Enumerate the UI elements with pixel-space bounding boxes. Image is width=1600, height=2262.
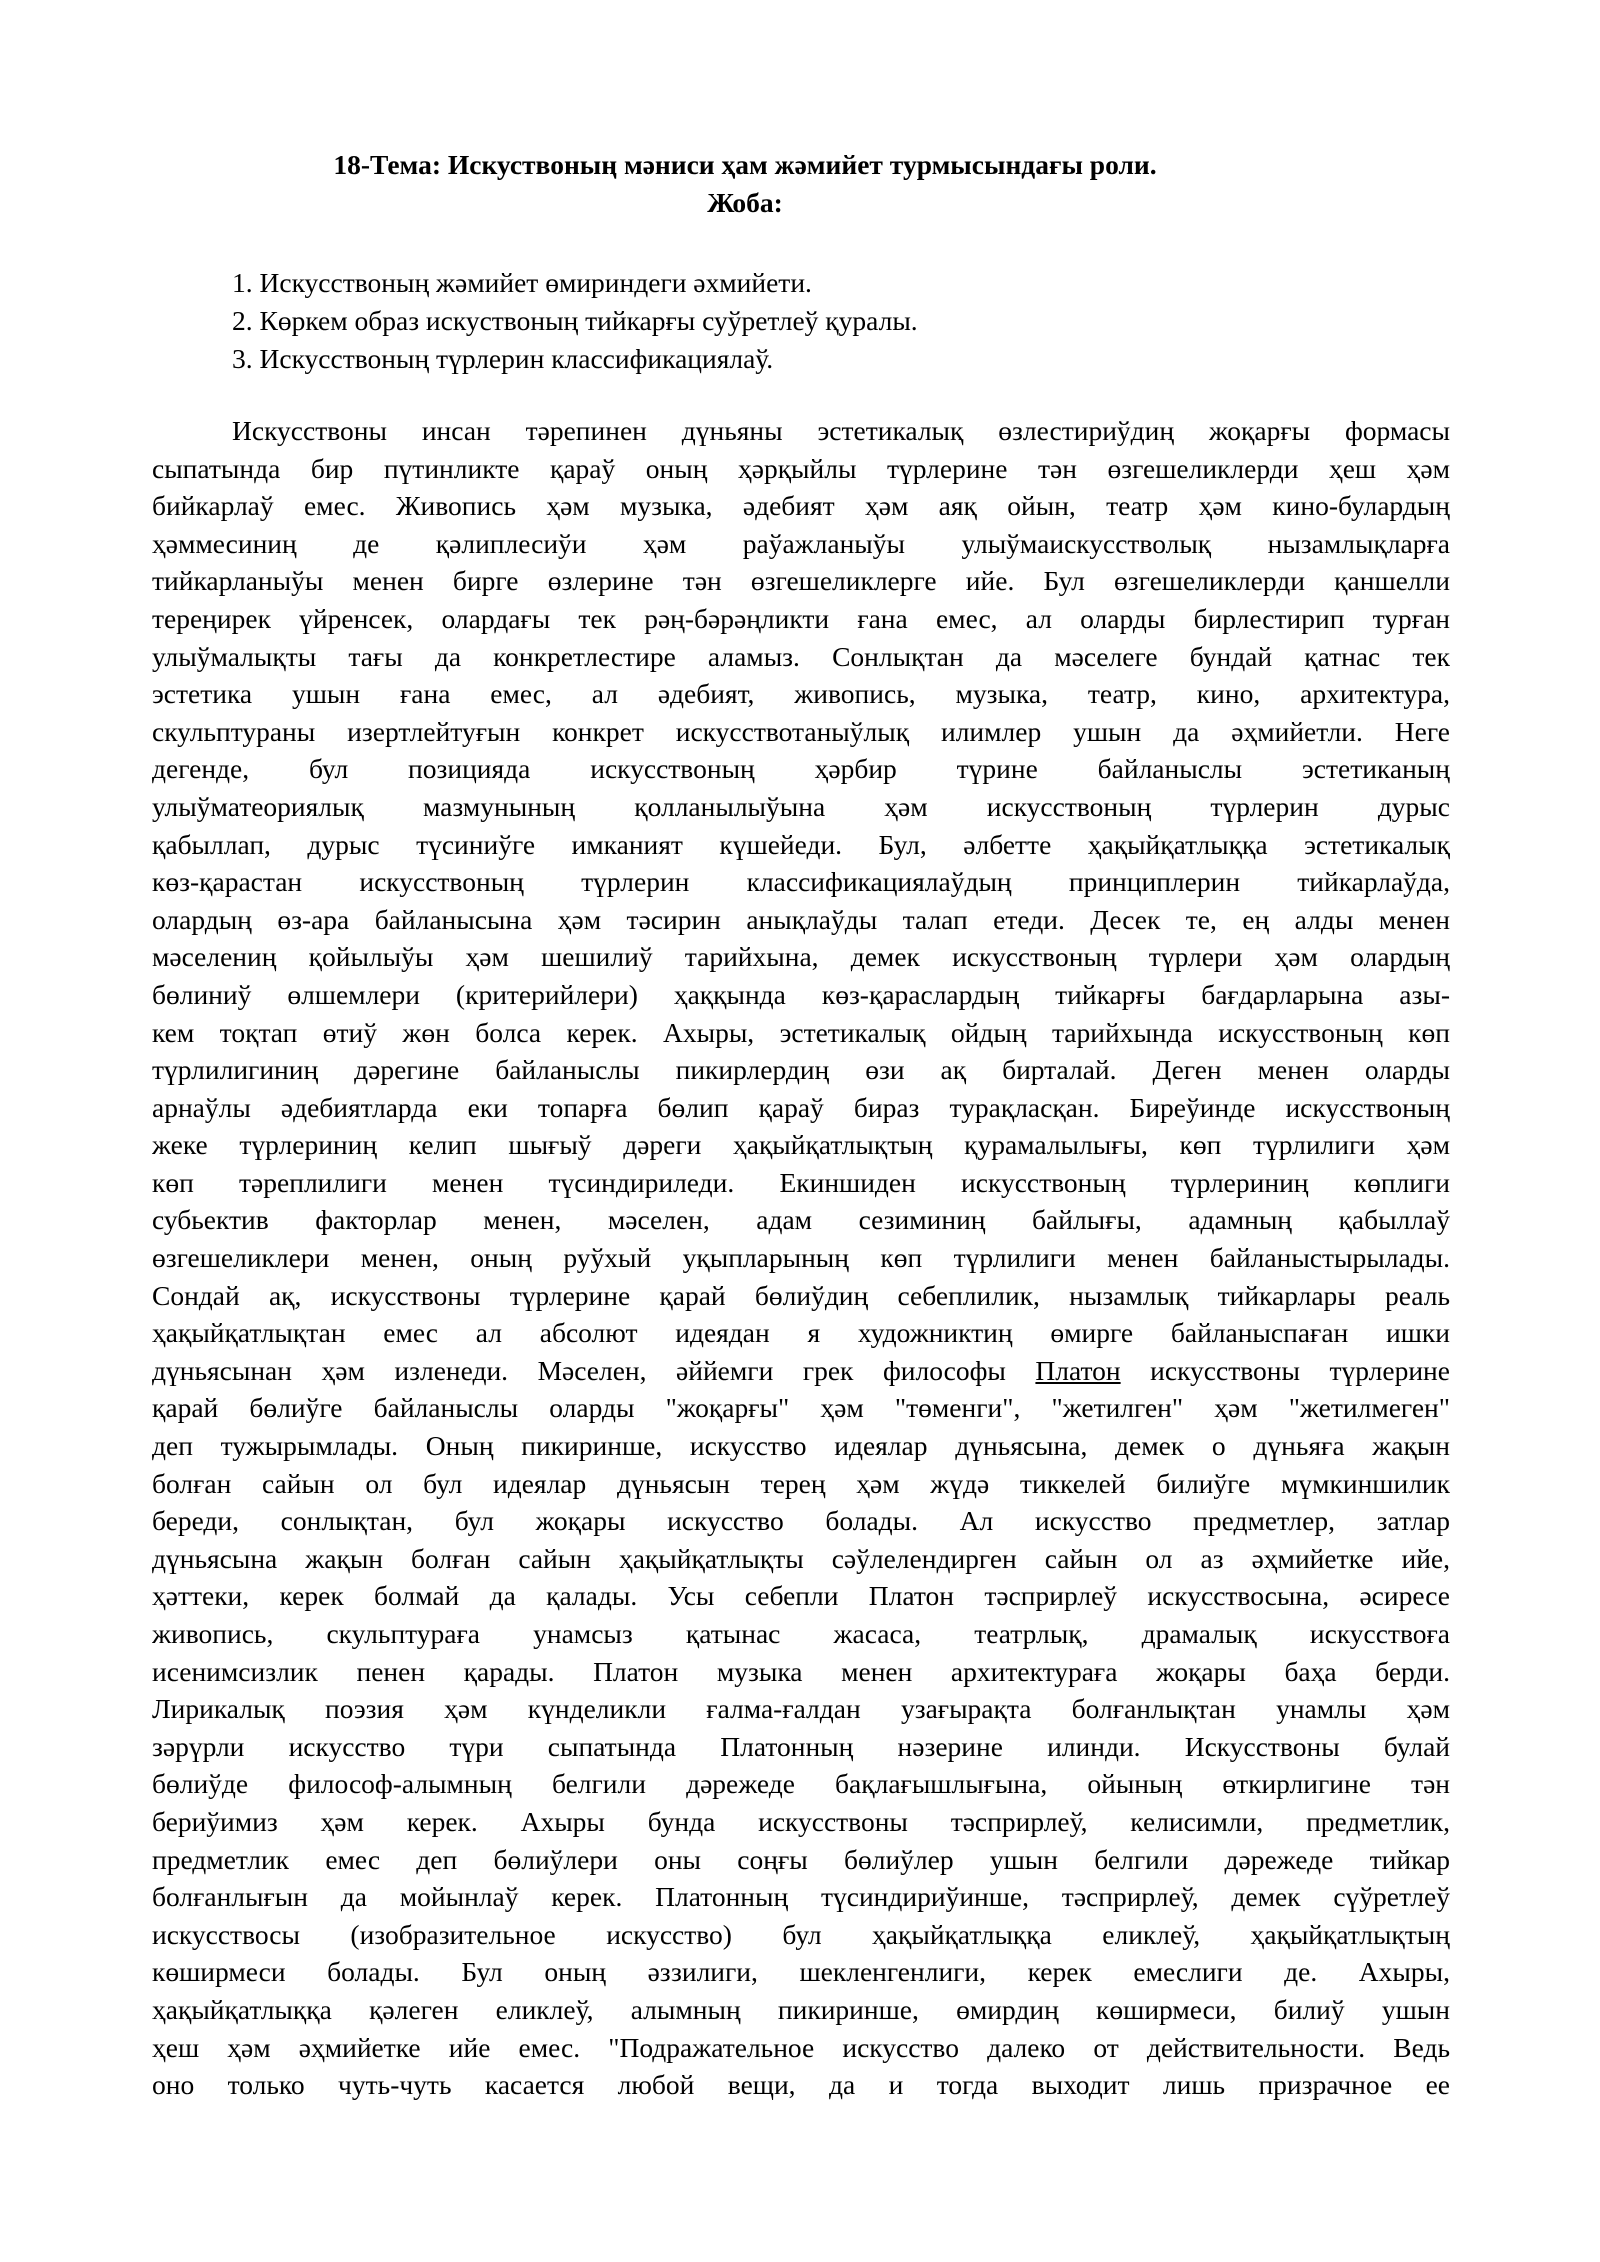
text-segment: искусствоны түрлерине bbox=[1120, 1354, 1450, 1386]
text-line: живопись, скульптураға унамсыз қатынас жасаса, театрлық, драмалық искусствоға bbox=[152, 1618, 1450, 1649]
text-line: улыўмалықты тағы да конкретлестире аламыз. Сонлықтан да мәселеге бундай қатнас тек bbox=[152, 640, 1450, 672]
text-line: бериўимиз ҳәм керек. Ахыры бунда искусствоны тәсприрлеў, келисимли, предметлик, bbox=[152, 1805, 1450, 1837]
text-line: кем тоқтап өтиў жөн болса керек. Ахыры, эстетикалық ойдың тарийхында искусствоның көп bbox=[152, 1016, 1450, 1048]
text-line: ҳәммесиниң де қәлиплесиўи ҳәм раўажланыўы улыўмаискусстволық нызамлықларға bbox=[152, 527, 1450, 559]
text-line: тереңирек үйренсек, олардағы тек рәң-бәрәңликти ғана емес, ал оларды бирлестирип турған bbox=[152, 602, 1450, 634]
text-line: көп тәреплилиги менен түсиндириледи. Екиншиден искусствоның түрлериниң көплиги bbox=[152, 1166, 1450, 1198]
text-line: көширмеси болады. Бул оның әззилиги, шекленгенлиги, керек емеслиги де. Ахыры, bbox=[152, 1956, 1450, 1988]
page-title: 18-Тема: Искуствоның мәниси ҳам жәмийет турмысындағы роли. bbox=[333, 149, 1157, 180]
platon-link[interactable]: Платон bbox=[1035, 1354, 1121, 1386]
text-line: ҳәттеки, керек болмай да қалады. Усы себепли Платон тәсприрлеў искусствосына, әсиресе bbox=[152, 1580, 1450, 1612]
text-line: Лирикалық поэзия ҳәм күнделикли ғалма-ғалдан узағырақта болғанлықтан унамлы ҳәм bbox=[152, 1693, 1450, 1725]
text-line: эстетика ушын ғана емес, ал әдебият, живопись, музыка, театр, кино, архитектура, bbox=[152, 678, 1450, 710]
text-line: Сондай ақ, искусствоны түрлерине қарай бөлиўдиң себеплилик, нызамлық тийкарлары реаль bbox=[152, 1279, 1450, 1311]
text-line: ҳеш ҳәм әҳмийетке ийе емес. "Подражательное искусство далеко от действительности. Ведь bbox=[152, 2031, 1450, 2063]
text-line: субьектив факторлар менен, мәселен, адам сезиминиң байлығы, адамның қабыллаў bbox=[152, 1204, 1450, 1236]
text-line: Искусствоны инсан тәрепинен дүньяны эстетикалық өзлестириўдиң жоқарғы формасы bbox=[232, 415, 1450, 446]
document-heading bbox=[150, 146, 1340, 222]
text-line: көз-қарастан искусствоның түрлерин классификациялаўдың принциплерин тийкарлаўда, bbox=[152, 866, 1450, 898]
text-line: сыпатында бир пүтинликте қараў оның ҳәрқыйлы түрлерине тән өзгешеликлерди ҳеш ҳәм bbox=[152, 452, 1450, 484]
text-line: жеке түрлериниң келип шығыў дәреги ҳақыйқатлықтың қурамалылығы, көп түрлилиги ҳәм bbox=[152, 1129, 1450, 1161]
text-line: исенимсизлик пенен қарады. Платон музыка менен архитектураға жоқары баҳа берди. bbox=[152, 1655, 1450, 1687]
text-line: скульптураны изертлейтуғын конкрет искусствотаныўлық илимлер ушын да әҳмийетли. Неге bbox=[152, 715, 1450, 747]
plan-item: 3. Искусствоның түрлерин классификациялаў. bbox=[232, 343, 774, 374]
text-line: дүньясына жақын болған сайын ҳақыйқатлықты сәўлелендирген сайын ол аз әҳмийетке ийе, bbox=[152, 1542, 1450, 1574]
text-line: арнаўлы әдебиятларда еки топарға бөлип қараў бираз турақласқан. Биреўинде искусствоның bbox=[152, 1091, 1450, 1123]
plan-item: 1. Искусствоның жәмийет өмириндеги әхмийети. bbox=[232, 267, 812, 298]
text-line: бөлиўде философ-алымның белгили дәрежеде бақлағышлығына, ойының өткирлигине тән bbox=[152, 1768, 1450, 1800]
text-line: искусствосы (изобразительное искусство) бул ҳақыйқатлыққа еликлеў, ҳақыйқатлықтың bbox=[152, 1918, 1450, 1950]
text-line: ҳақыйқатлыққа қәлеген еликлеў, алымның пикиринше, өмирдиң көширмеси, билиў ушын bbox=[152, 1993, 1450, 2025]
text-line: тийкарланыўы менен бирге өзлерине тән өзгешеликлерге ийе. Бул өзгешеликлерди қаншелли bbox=[152, 565, 1450, 597]
text-line: мәселениң қойылыўы ҳәм шешилиў тарийхына, демек искусствоның түрлери ҳәм олардың bbox=[152, 941, 1450, 973]
text-line: деп тужырымлады. Оның пикиринше, искусство идеялар дүньясына, демек о дүньяға жақын bbox=[152, 1430, 1450, 1462]
text-line: ҳақыйқатлықтан емес ал абсолют идеядан я художниктиң өмирге байланыспаған ишки bbox=[152, 1317, 1450, 1349]
text-line: болған сайын ол бул идеялар дүньясын терең ҳәм жүдә тиккелей билиўге мүмкиншилик bbox=[152, 1467, 1450, 1499]
plan-item: 2. Көркем образ искуствоның тийкарғы суўретлеў қуралы. bbox=[232, 305, 918, 336]
text-line: бийкарлаў емес. Живопись ҳәм музыка, әдебият ҳәм аяқ ойын, театр ҳәм кино-булардың bbox=[152, 490, 1450, 522]
body-paragraph bbox=[152, 412, 1450, 2104]
text-line: бөлиниў өлшемлери (критерийлери) ҳаққында көз-қараслардың тийкарғы бағдарларына азы- bbox=[152, 978, 1450, 1010]
text-line: қарай бөлиўге байланыслы оларды "жоқарғы" ҳәм "төменги", "жетилген" ҳәм "жетилмеген" bbox=[152, 1392, 1450, 1424]
text-line: олардың өз-ара байланысына ҳәм тәсирин анықлаўды талап етеди. Десек те, ең алды менен bbox=[152, 903, 1450, 935]
text-line: өзгешеликлери менен, оның руўхый уқыпларының көп түрлилиги менен байланыстырылады. bbox=[152, 1242, 1450, 1274]
text-line: зәрүрли искусство түри сыпатында Платонның нәзерине илинди. Искусствоны булай bbox=[152, 1730, 1450, 1762]
plan-list bbox=[232, 264, 918, 378]
text-line: түрлилигиниң дәрегине байланыслы пикирлердиң өзи ақ бирталай. Деген менен оларды bbox=[152, 1054, 1450, 1086]
text-line-with-link bbox=[152, 1352, 1450, 1390]
plan-label: Жоба: bbox=[707, 187, 783, 218]
text-line: дегенде, бул позицияда искусствоның ҳәрбир түрине байланыслы эстетиканың bbox=[152, 753, 1450, 785]
text-line: улыўматеориялық мазмунының қолланылыўына ҳәм искусствоның түрлерин дурыс bbox=[152, 790, 1450, 822]
text-segment: дүньясынан ҳәм изленеди. Мәселен, әййемги грек философы bbox=[152, 1354, 1036, 1386]
text-line: береди, сонлықтан, бул жоқары искусство болады. Ал искусство предметлер, затлар bbox=[152, 1505, 1450, 1537]
text-line: болғанлығын да мойынлаў керек. Платонның түсиндириўинше, тәсприрлеў, демек сүўретлеў bbox=[152, 1881, 1450, 1913]
text-line: қабыллап, дурыс түсиниўге имканият күшейеди. Бул, әлбетте ҳақыйқатлыққа эстетикалық bbox=[152, 828, 1450, 860]
text-line: оно только чуть-чуть касается любой вещи, да и тогда выходит лишь призрачное ее bbox=[152, 2069, 1450, 2101]
text-line: предметлик емес деп бөлиўлери оны соңғы бөлиўлер ушын белгили дәрежеде тийкар bbox=[152, 1843, 1450, 1875]
